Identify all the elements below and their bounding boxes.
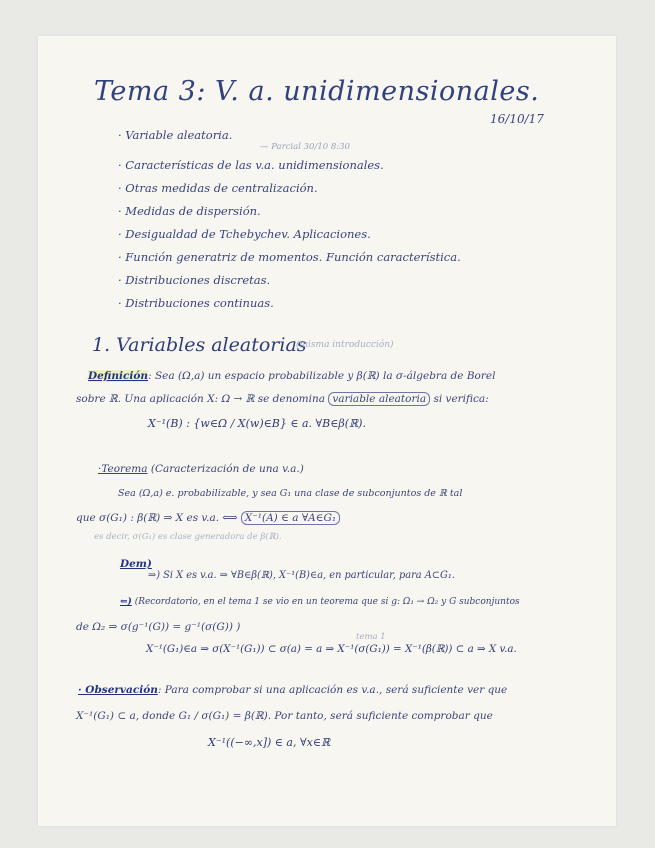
definition-label: Definición [88, 370, 149, 382]
proof-text: (Recordatorio, en el tema 1 se vio en un teorema que si g: Ω₁ → Ω₂ y G subconjuntos [134, 597, 520, 607]
notebook-page [38, 36, 616, 826]
definition-text: sobre ℝ. Una aplicación X: Ω → ℝ se denomina [76, 393, 326, 405]
index-item: · Distribuciones continuas. [118, 296, 274, 310]
parcial-note: — Parcial 30/10 8:30 [260, 142, 350, 152]
index-item: · Medidas de dispersión. [118, 204, 261, 218]
date-label: 16/10/17 [490, 112, 544, 126]
index-item: · Función generatriz de momentos. Función característica. [118, 250, 461, 264]
index-item: · Desigualdad de Tchebychev. Aplicaciones. [118, 227, 371, 241]
section-heading: 1. Variables aleatorias [92, 334, 307, 356]
observation-label: · Observación [78, 684, 158, 696]
definition-text: : Sea (Ω,a) un espacio probabilizable y β(ℝ) la σ-álgebra de Borel [148, 370, 496, 382]
proof-label: Dem) [120, 558, 152, 570]
tema1-annotation: tema 1 [356, 632, 386, 642]
theorem-label: ·Teorema [98, 463, 148, 475]
observation-formula: X⁻¹((−∞,x]) ∈ a, ∀x∈ℝ [208, 736, 331, 749]
theorem-line-2 [76, 512, 340, 524]
theorem-title [98, 463, 304, 475]
proof-reverse-label: ⇐) [120, 597, 132, 607]
theorem-line-1: Sea (Ω,a) e. probabilizable, y sea G₁ una clase de subconjuntos de ℝ tal [118, 488, 463, 499]
proof-line-2 [120, 597, 520, 607]
page-title: Tema 3: V. a. unidimensionales. [94, 76, 540, 107]
observation-line-1 [78, 684, 507, 696]
theorem-condition-box: X⁻¹(A) ∈ a ∀A∈G₁ [241, 511, 340, 525]
observation-text: : Para comprobar si una aplicación es v.a., será suficiente ver que [157, 684, 508, 696]
definition-line-1 [88, 370, 495, 382]
index-item: · Otras medidas de centralización. [118, 181, 318, 195]
index-item: · Variable aleatoria. [118, 128, 233, 142]
theorem-note: es decir, σ(G₁) es clase generadora de β(ℝ). [94, 532, 282, 542]
proof-line-1: ⇒) Si X es v.a. ⇒ ∀B∈β(ℝ), X⁻¹(B)∈a, en particular, para A⊂G₁. [148, 570, 455, 581]
definition-text: si verifica: [433, 393, 489, 405]
proof-formula: X⁻¹(G₁)∈a ⇒ σ(X⁻¹(G₁)) ⊂ σ(a) = a ⇒ X⁻¹(σ(G₁)) = X⁻¹(β(ℝ)) ⊂ a ⇒ X v.a. [146, 643, 517, 655]
random-variable-box: variable aleatoria [328, 392, 430, 406]
observation-line-2: X⁻¹(G₁) ⊂ a, donde G₁ / σ(G₁) = β(ℝ). Por tanto, será suficiente comprobar que [76, 710, 493, 722]
theorem-text: que σ(G₁) : β(ℝ) ⇒ X es v.a. ⟺ [76, 512, 238, 524]
proof-line-3: de Ω₂ ⇒ σ(g⁻¹(G)) = g⁻¹(σ(G)) ) [76, 621, 241, 633]
index-item: · Características de las v.a. unidimensionales. [118, 158, 384, 172]
definition-line-2 [76, 393, 489, 405]
theorem-subtitle: (Caracterización de una v.a.) [150, 463, 304, 475]
section-subtitle: (misma introducción) [296, 340, 394, 350]
index-item: · Distribuciones discretas. [118, 273, 271, 287]
definition-formula: X⁻¹(B) : {w∈Ω / X(w)∈B} ∈ a. ∀B∈β(ℝ). [148, 417, 366, 430]
